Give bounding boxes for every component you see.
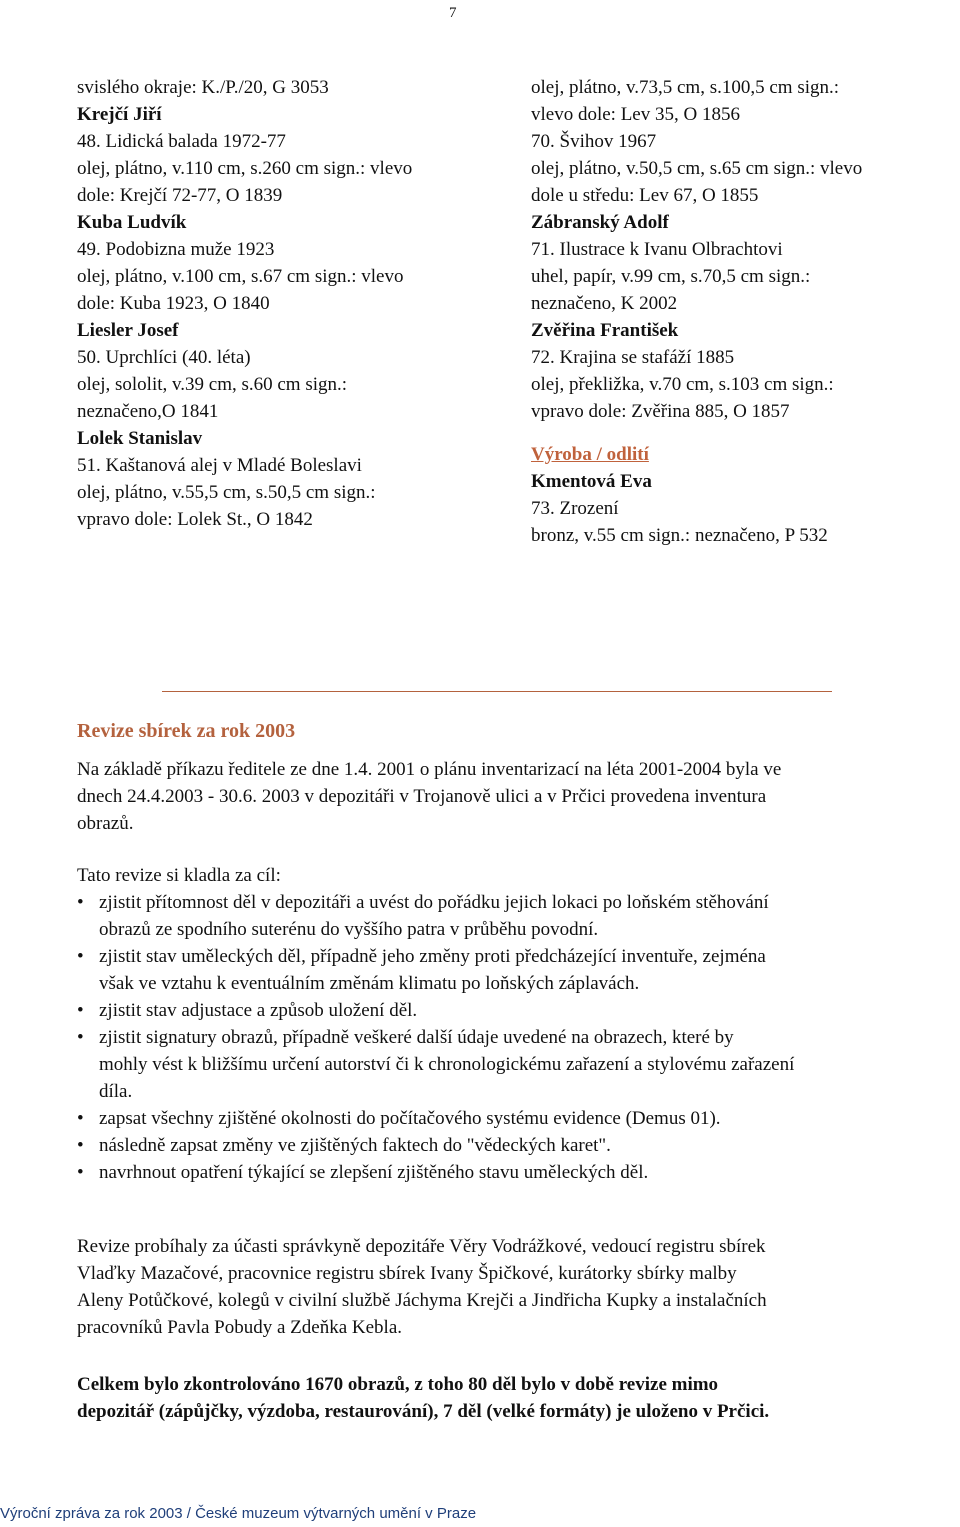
catalog-line: olej, plátno, v.100 cm, s.67 cm sign.: vlevo — [77, 266, 404, 287]
catalog-left-column — [77, 74, 517, 533]
paragraph-line: pracovníků Pavla Pobudy a Zdeňka Kebla. — [77, 1317, 403, 1338]
goal-item — [77, 1105, 957, 1132]
goal-item — [77, 997, 957, 1024]
artist-name: Zvěřina František — [531, 320, 679, 341]
goal-text: zjistit přítomnost děl v depozitáři a uvést do pořádku jejich lokaci po loňském stěhování — [99, 892, 769, 913]
goals-heading: Tato revize si kladla za cíl: — [77, 865, 281, 886]
goal-item — [77, 943, 957, 997]
goal-text: navrhnout opatření týkající se zlepšení zjištěného stavu uměleckých děl. — [99, 1162, 649, 1183]
artist-name: Kmentová Eva — [531, 471, 652, 492]
page-number: 7 — [449, 5, 457, 21]
catalog-line: 48. Lidická balada 1972-77 — [77, 131, 286, 152]
artist-name: Kuba Ludvík — [77, 212, 187, 233]
bullet-icon: • — [77, 892, 84, 913]
goal-text: díla. — [99, 1081, 133, 1102]
catalog-line: 50. Uprchlíci (40. léta) — [77, 347, 251, 368]
summary-paragraph — [77, 1371, 957, 1425]
catalog-line: svislého okraje: K./P./20, G 3053 — [77, 77, 329, 98]
catalog-line: 70. Švihov 1967 — [531, 131, 657, 152]
bullet-icon: • — [77, 1000, 84, 1021]
paragraph-line: Aleny Potůčkové, kolegů v civilní službě Jáchyma Krejči a Jindřicha Kupky a instalačních — [77, 1290, 767, 1311]
bullet-icon: • — [77, 946, 84, 967]
catalog-line: uhel, papír, v.99 cm, s.70,5 cm sign.: — [531, 266, 811, 287]
goal-item — [77, 1159, 957, 1186]
paragraph-line: Celkem bylo zkontrolováno 1670 obrazů, z toho 80 děl bylo v době revize mimo — [77, 1374, 719, 1395]
catalog-line: vpravo dole: Lolek St., O 1842 — [77, 509, 313, 530]
catalog-line: olej, plátno, v.73,5 cm, s.100,5 cm sign.: — [531, 77, 840, 98]
catalog-line: 51. Kaštanová alej v Mladé Boleslavi — [77, 455, 362, 476]
catalog-line: olej, sololit, v.39 cm, s.60 cm sign.: — [77, 374, 348, 395]
goal-item — [77, 1132, 957, 1159]
paragraph-line: depozitář (zápůjčky, výzdoba, restaurování), 7 děl (velké formáty) je uloženo v Prčici. — [77, 1401, 770, 1422]
participants-paragraph — [77, 1233, 957, 1341]
catalog-line: dole: Krejčí 72-77, O 1839 — [77, 185, 283, 206]
catalog-line: olej, plátno, v.110 cm, s.260 cm sign.: vlevo — [77, 158, 413, 179]
catalog-line: olej, překližka, v.70 cm, s.103 cm sign.: — [531, 374, 834, 395]
spacer — [531, 425, 951, 441]
catalog-right-column — [531, 74, 951, 549]
goal-text: zjistit stav adjustace a způsob uložení děl. — [99, 1000, 418, 1021]
section-divider — [162, 691, 832, 692]
goal-text: obrazů ze spodního suterénu do vyššího patra v průběhu povodní. — [99, 919, 599, 940]
artist-name: Krejčí Jiří — [77, 104, 162, 125]
catalog-line: olej, plátno, v.50,5 cm, s.65 cm sign.: vlevo — [531, 158, 863, 179]
section-heading-vyroba-odliti[interactable]: Výroba / odlití — [531, 444, 649, 465]
paragraph-line: obrazů. — [77, 813, 134, 834]
bullet-icon: • — [77, 1108, 84, 1129]
catalog-line: 71. Ilustrace k Ivanu Olbrachtovi — [531, 239, 783, 260]
artist-name: Liesler Josef — [77, 320, 179, 341]
goal-text: mohly vést k bližšímu určení autorství či k chronologickému zařazení a stylovému zařazení — [99, 1054, 795, 1075]
catalog-line: vlevo dole: Lev 35, O 1856 — [531, 104, 740, 125]
goal-text: následně zapsat změny ve zjištěných faktech do "vědeckých karet". — [99, 1135, 611, 1156]
artist-name: Zábranský Adolf — [531, 212, 669, 233]
catalog-line: vpravo dole: Zvěřina 885, O 1857 — [531, 401, 790, 422]
goal-item — [77, 1024, 957, 1105]
goal-text: zapsat všechny zjištěné okolnosti do počítačového systému evidence (Demus 01). — [99, 1108, 721, 1129]
catalog-line: 73. Zrození — [531, 498, 619, 519]
catalog-line: bronz, v.55 cm sign.: neznačeno, P 532 — [531, 525, 828, 546]
bullet-icon: • — [77, 1027, 84, 1048]
catalog-line: olej, plátno, v.55,5 cm, s.50,5 cm sign.: — [77, 482, 376, 503]
goal-text: zjistit stav uměleckých děl, případně jeho změny proti předcházející inventuře, zejména — [99, 946, 766, 967]
catalog-line: 72. Krajina se stafáží 1885 — [531, 347, 735, 368]
catalog-line: dole u středu: Lev 67, O 1855 — [531, 185, 759, 206]
goal-text: zjistit signatury obrazů, případně veškeré další údaje uvedené na obrazech, které by — [99, 1027, 734, 1048]
bullet-icon: • — [77, 1135, 84, 1156]
catalog-line: 49. Podobizna muže 1923 — [77, 239, 275, 260]
footer-text: Výroční zpráva za rok 2003 / České muzeum výtvarných umění v Praze — [0, 1505, 477, 1522]
section-title: Revize sbírek za rok 2003 — [77, 720, 296, 742]
goals-block — [77, 862, 957, 1186]
catalog-line: dole: Kuba 1923, O 1840 — [77, 293, 270, 314]
catalog-right-entries-2 — [531, 468, 951, 549]
goal-text: však ve vztahu k eventuálním změnám klimatu po loňských záplavách. — [99, 973, 640, 994]
paragraph-line: Vlaďky Mazačové, pracovnice registru sbírek Ivany Špičkové, kurátorky sbírky malby — [77, 1263, 737, 1284]
catalog-line: neznačeno, K 2002 — [531, 293, 678, 314]
catalog-right-entries-1 — [531, 74, 951, 425]
goal-item — [77, 889, 957, 943]
catalog-line: neznačeno,O 1841 — [77, 401, 219, 422]
paragraph-line: dnech 24.4.2003 - 30.6. 2003 v depozitáři v Trojanově ulici a v Prčici provedena inventura — [77, 786, 767, 807]
bullet-icon: • — [77, 1162, 84, 1183]
paragraph-line: Revize probíhaly za účasti správkyně depozitáře Věry Vodrážkové, vedoucí registru sbírek — [77, 1236, 766, 1257]
goals-list — [77, 889, 957, 1186]
paragraph-line: Na základě příkazu ředitele ze dne 1.4. 2001 o plánu inventarizací na léta 2001-2004 byla ve — [77, 759, 782, 780]
intro-paragraph — [77, 756, 957, 837]
artist-name: Lolek Stanislav — [77, 428, 203, 449]
